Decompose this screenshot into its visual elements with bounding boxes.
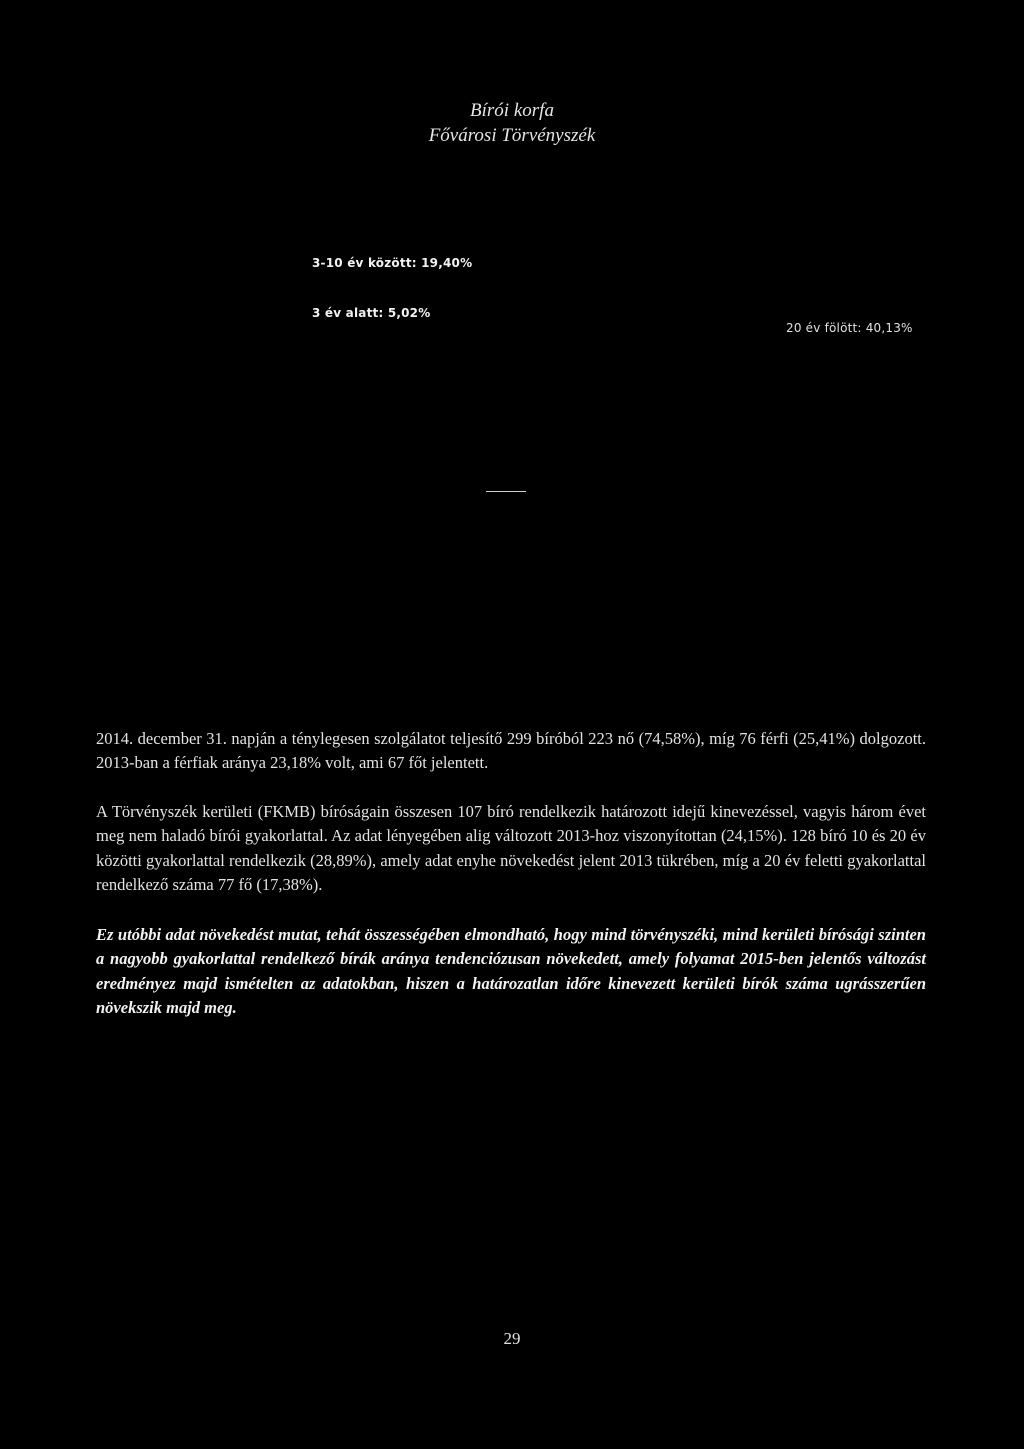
paragraph-gender-ratio: 2014. december 31. napján a ténylegesen szolgálatot teljesítő 299 bíróból 223 nő (74,58%), míg 76 férfi (25,41%) dolgozott. 2013-ban a férfiak aránya 23,18% volt, ami 67 főt jelentett. xyxy=(96,728,926,772)
chart-subtitle: Fővárosi Törvényszék xyxy=(428,125,596,146)
page-number: 29 xyxy=(503,1329,521,1348)
paragraph-district-courts: A Törvényszék kerületi (FKMB) bíróságain összesen 107 bíró rendelkezik határozott idejű kinevezéssel, vagyis három évet meg nem haladó bírói gyakorlattal. Az adat lényegében alig változott 2013-hoz viszonyítottan (24,15%). 128 bíró 10 és 20 év közötti gyakorlattal rendelkezik (28,89%), amely adat enyhe növekedést jelent 2013 tükrében, míg a 20 év feletti gyakorlattal rendelkező száma 77 fő (17,38%). xyxy=(96,801,926,894)
paragraph-conclusion: Ez utóbbi adat növekedést mutat, tehát összességében elmondható, hogy mind törvényszéki, mind kerületi bírósági szinten a nagyobb gyakorlattal rendelkező bírák aránya tendenciózusan növekedett, amely folyamat 2015-ben jelentős változást eredményez majd ismételten az adatokban, hiszen a határozatlan időre kinevezett kerületi bírók száma ugrásszerűen növekszik majd meg. xyxy=(96,924,926,1017)
chart-divider-line xyxy=(486,491,526,492)
chart-title: Bírói korfa xyxy=(470,100,554,121)
chart-label-under-3-years: 3 év alatt: 5,02% xyxy=(312,306,431,320)
chart-label-3-10-years: 3-10 év között: 19,40% xyxy=(312,256,473,270)
chart-label-over-20-years: 20 év fölött: 40,13% xyxy=(786,321,913,335)
